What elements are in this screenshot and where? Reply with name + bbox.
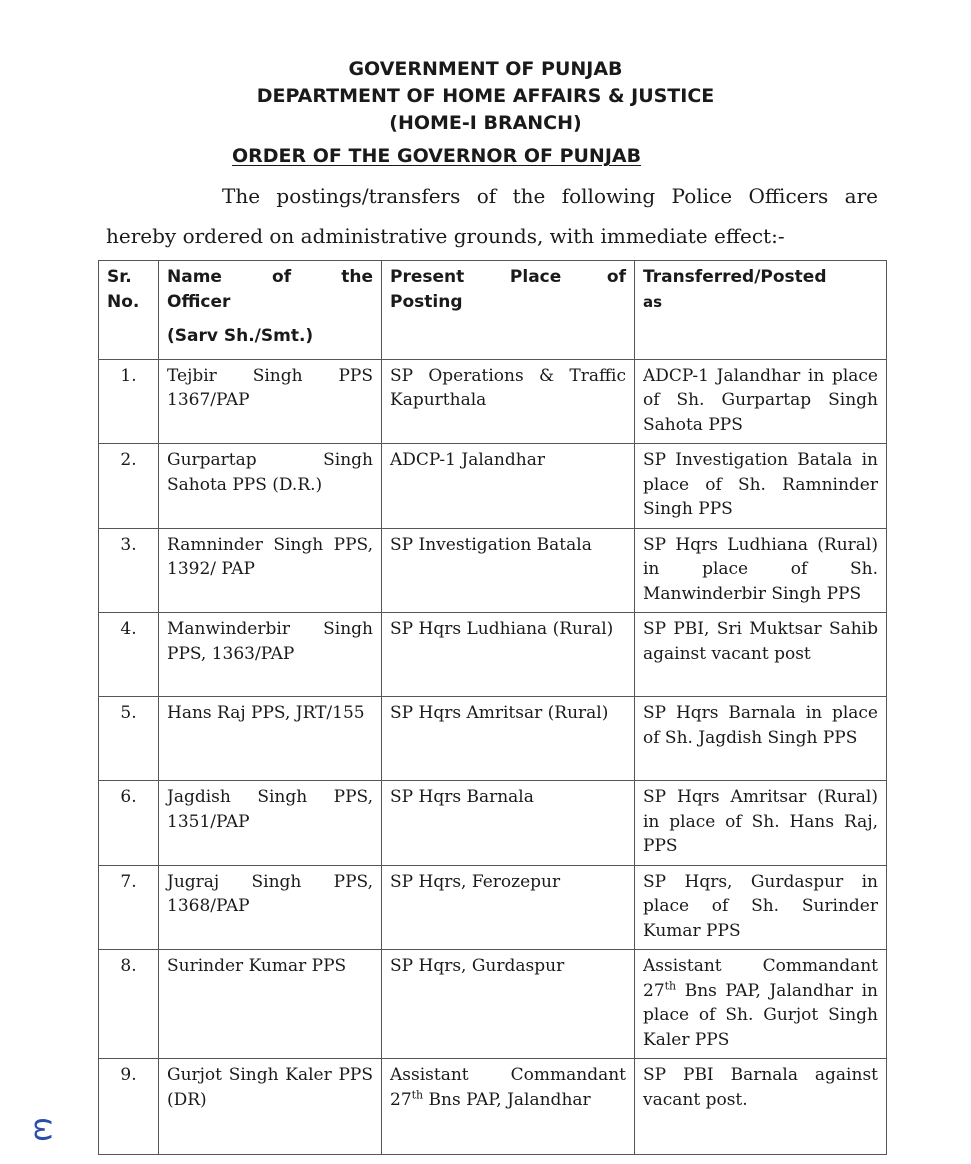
sr-cell: 7. — [99, 865, 159, 950]
table-row — [99, 697, 887, 781]
transferred-cell: Assistant Commandant 27th Bns PAP, Jalandhar in place of Sh. Gurjot Singh Kaler PPS — [635, 950, 887, 1059]
present-cell: SP Operations & Traffic Kapurthala — [382, 359, 635, 444]
sr-cell: 3. — [99, 528, 159, 613]
sr-cell: 4. — [99, 613, 159, 697]
present-cell: SP Investigation Batala — [382, 528, 635, 613]
branch-title: (HOME-I BRANCH) — [389, 112, 582, 134]
sr-cell: 8. — [99, 950, 159, 1059]
table-row — [99, 781, 887, 866]
transferred-cell: SP PBI, Sri Muktsar Sahib against vacant post — [635, 613, 887, 697]
table-row — [99, 528, 887, 613]
order-title: ORDER OF THE GOVERNOR OF PUNJAB — [232, 145, 642, 167]
transferred-cell: SP Investigation Batala in place of Sh. Ramninder Singh PPS — [635, 444, 887, 529]
table-row — [99, 613, 887, 697]
name-cell: Gurpartap Singh Sahota PPS (D.R.) — [159, 444, 382, 529]
name-cell: Manwinderbir Singh PPS, 1363/PAP — [159, 613, 382, 697]
table-row — [99, 1059, 887, 1155]
sr-cell: 9. — [99, 1059, 159, 1155]
name-cell: Hans Raj PPS, JRT/155 — [159, 697, 382, 781]
transferred-cell: SP Hqrs Barnala in place of Sh. Jagdish Singh PPS — [635, 697, 887, 781]
header-name-of-officer: Name of the Officer (Sarv Sh./Smt.) — [159, 261, 382, 360]
govt-title: GOVERNMENT OF PUNJAB — [348, 58, 623, 80]
present-cell: SP Hqrs Ludhiana (Rural) — [382, 613, 635, 697]
sr-cell: 1. — [99, 359, 159, 444]
sr-cell: 5. — [99, 697, 159, 781]
sr-cell: 6. — [99, 781, 159, 866]
transferred-cell: SP Hqrs, Gurdaspur in place of Sh. Surinder Kumar PPS — [635, 865, 887, 950]
handwritten-margin-mark: ω — [27, 1116, 63, 1143]
transferred-cell: SP PBI Barnala against vacant post. — [635, 1059, 887, 1155]
name-cell: Tejbir Singh PPS 1367/PAP — [159, 359, 382, 444]
table-row — [99, 359, 887, 444]
intro-line-1: The postings/transfers of the following Police Officers are — [222, 184, 878, 208]
table-row — [99, 865, 887, 950]
name-cell: Jugraj Singh PPS, 1368/PAP — [159, 865, 382, 950]
present-cell: SP Hqrs, Ferozepur — [382, 865, 635, 950]
name-cell: Ramninder Singh PPS, 1392/ PAP — [159, 528, 382, 613]
table-row — [99, 950, 887, 1059]
name-cell: Surinder Kumar PPS — [159, 950, 382, 1059]
present-cell: SP Hqrs Amritsar (Rural) — [382, 697, 635, 781]
transferred-cell: SP Hqrs Ludhiana (Rural) in place of Sh. Manwinderbir Singh PPS — [635, 528, 887, 613]
name-cell: Gurjot Singh Kaler PPS (DR) — [159, 1059, 382, 1155]
table-header-row — [99, 261, 887, 360]
transfer-table — [98, 260, 887, 1155]
present-cell: SP Hqrs, Gurdaspur — [382, 950, 635, 1059]
sr-cell: 2. — [99, 444, 159, 529]
present-cell: ADCP-1 Jalandhar — [382, 444, 635, 529]
present-cell: Assistant Commandant 27th Bns PAP, Jalandhar — [382, 1059, 635, 1155]
intro-line-2: hereby ordered on administrative grounds, with immediate effect:- — [106, 224, 785, 248]
transferred-cell: ADCP-1 Jalandhar in place of Sh. Gurpartap Singh Sahota PPS — [635, 359, 887, 444]
transferred-cell: SP Hqrs Amritsar (Rural) in place of Sh. Hans Raj, PPS — [635, 781, 887, 866]
header-transferred-as: Transferred/Posted as — [635, 261, 887, 360]
name-cell: Jagdish Singh PPS, 1351/PAP — [159, 781, 382, 866]
header-sr-no: Sr. No. — [99, 261, 159, 360]
present-cell: SP Hqrs Barnala — [382, 781, 635, 866]
table-row — [99, 444, 887, 529]
header-present-posting: Present Place of Posting — [382, 261, 635, 360]
department-title: DEPARTMENT OF HOME AFFAIRS & JUSTICE — [256, 85, 715, 107]
